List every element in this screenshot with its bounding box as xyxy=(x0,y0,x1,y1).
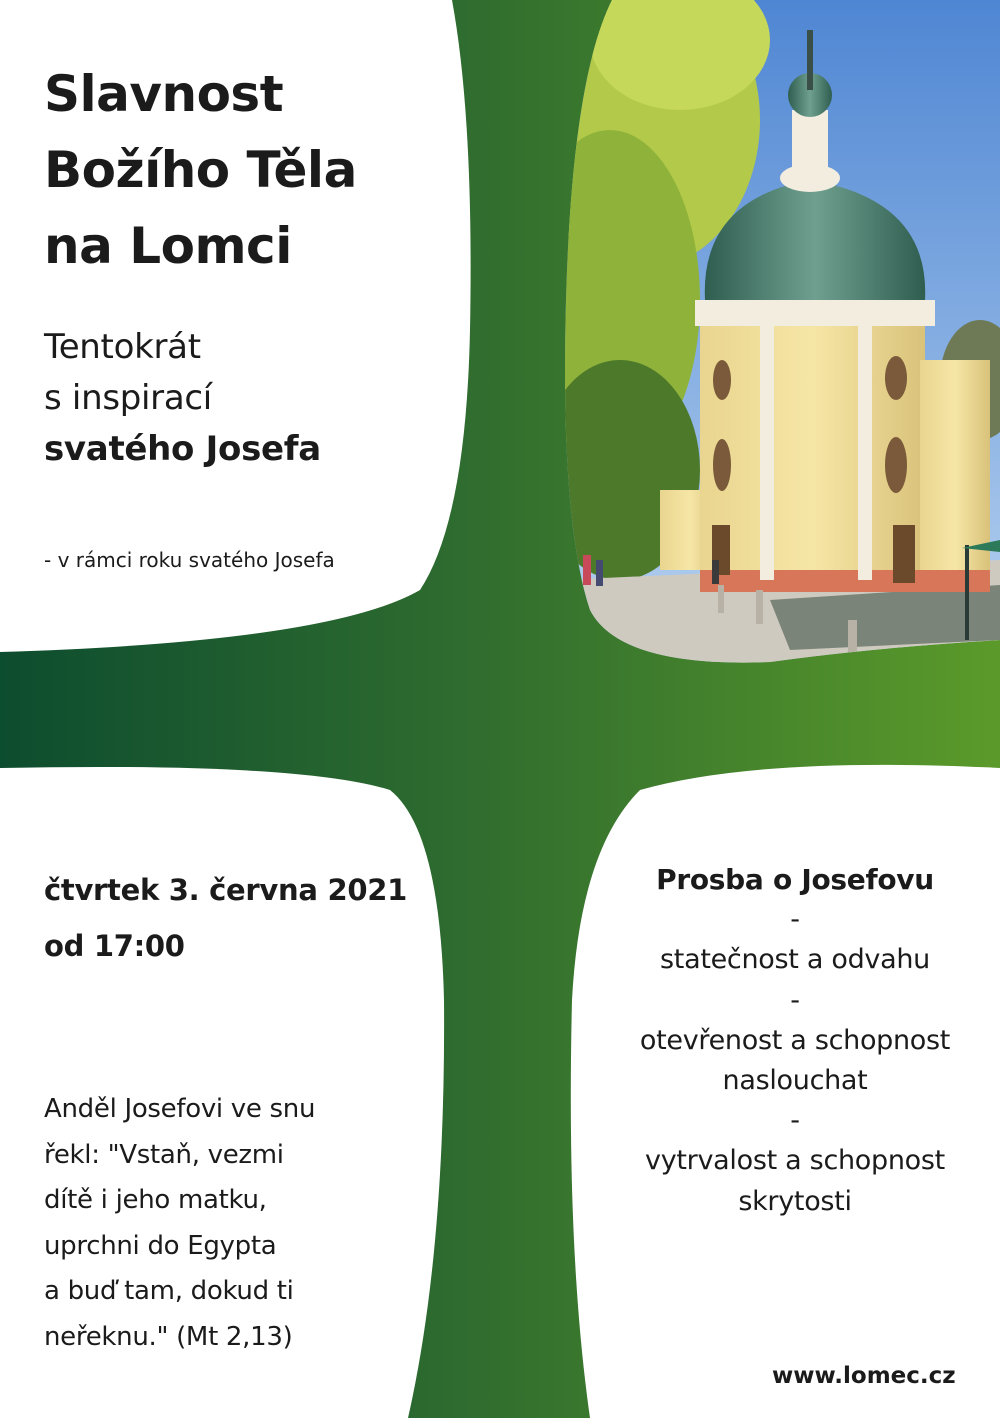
event-datetime xyxy=(44,862,407,974)
prayer-line: - xyxy=(790,904,800,936)
bible-quote xyxy=(44,1087,315,1360)
subtitle-line: s inspirací xyxy=(44,378,212,418)
year-note: - v rámci roku svatého Josefa xyxy=(44,548,335,572)
event-title xyxy=(44,56,357,284)
subtitle-emphasis: svatého Josefa xyxy=(44,429,321,469)
quote-line: Anděl Josefovi ve snu xyxy=(44,1094,316,1124)
prayer-line: otevřenost a schopnost xyxy=(639,1024,951,1056)
church-photo xyxy=(520,0,1000,670)
subtitle-line: Tentokrát xyxy=(44,327,201,367)
quote-line: řekl: "Vstaň, vezmi xyxy=(44,1139,284,1170)
quote-line: neřeknu." (Mt 2,13) xyxy=(44,1321,293,1352)
prayer-block xyxy=(612,860,978,1222)
prayer-heading: Prosba o Josefovu xyxy=(656,863,934,896)
website-link[interactable]: www.lomec.cz xyxy=(772,1363,956,1389)
prayer-line: - xyxy=(790,984,800,1016)
quote-line: uprchni do Egypta xyxy=(44,1230,277,1261)
prayer-line: vytrvalost a schopnost xyxy=(645,1145,945,1177)
subtitle xyxy=(44,322,321,475)
event-time: od 17:00 xyxy=(44,929,185,963)
event-date: čtvrtek 3. června 2021 xyxy=(44,873,407,907)
quote-line: dítě i jeho matku, xyxy=(44,1185,267,1215)
quote-line: a buď tam, dokud ti xyxy=(44,1276,294,1306)
prayer-line: - xyxy=(790,1105,800,1137)
prayer-line: naslouchat xyxy=(722,1065,868,1097)
prayer-line: statečnost a odvahu xyxy=(660,944,930,976)
title-line: Božího Těla xyxy=(44,141,357,199)
title-line: na Lomci xyxy=(44,217,292,275)
title-line: Slavnost xyxy=(44,65,284,123)
prayer-line: skrytosti xyxy=(738,1185,852,1217)
